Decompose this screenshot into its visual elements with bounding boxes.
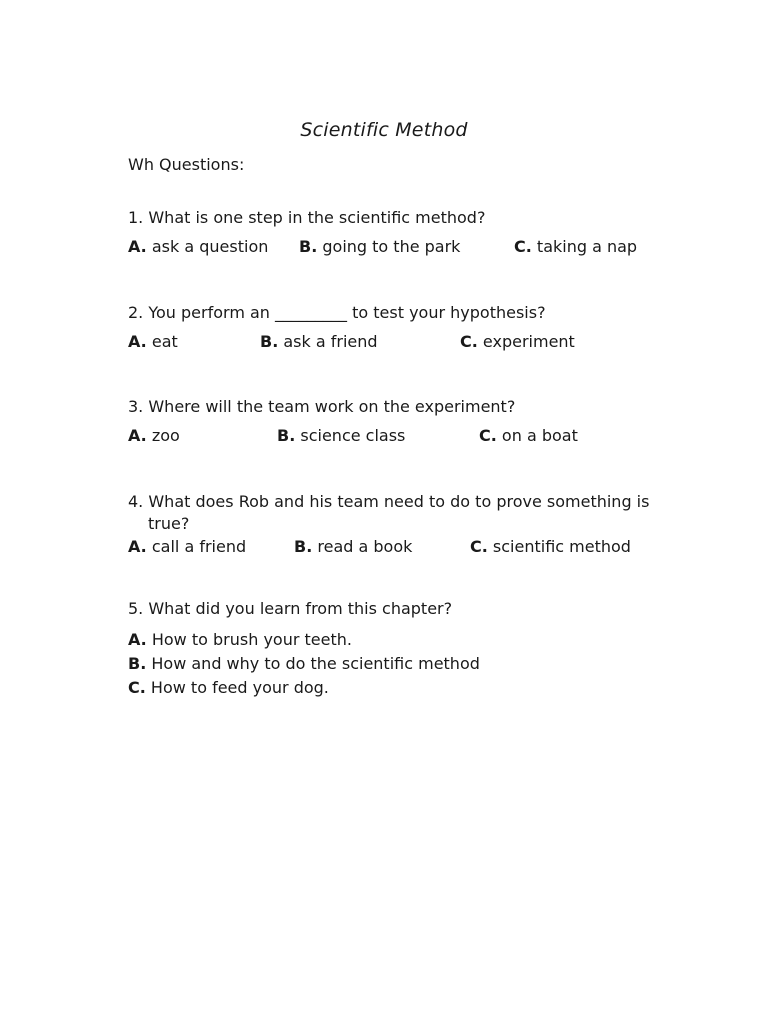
answer-letter: C. <box>479 426 497 445</box>
question-4 <box>128 491 688 559</box>
question-4-text <box>128 491 688 513</box>
answer-text: ask a question <box>151 237 269 256</box>
answer-text: How and why to do the scientific method <box>151 654 480 673</box>
answer-letter: C. <box>460 332 478 351</box>
answer-option-c <box>514 237 637 256</box>
answer-option-c <box>479 426 578 445</box>
answer-option-b <box>277 426 405 445</box>
question-number: 2. <box>128 303 144 322</box>
answer-letter: B. <box>260 332 279 351</box>
answer-letter: A. <box>128 426 147 445</box>
question-prompt: What is one step in the scientific method? <box>148 208 486 227</box>
answer-option-c <box>128 676 668 700</box>
answer-letter: A. <box>128 630 147 649</box>
question-prompt: Where will the team work on the experiment? <box>148 397 516 416</box>
answer-text: scientific method <box>492 537 631 556</box>
question-4-text-continued: true? <box>148 514 190 533</box>
question-1-text <box>128 207 668 229</box>
answer-letter: A. <box>128 537 147 556</box>
answer-text: call a friend <box>151 537 247 556</box>
answer-text: science class <box>300 426 406 445</box>
answer-option-b <box>294 537 412 556</box>
answer-letter: B. <box>299 237 318 256</box>
question-number: 3. <box>128 397 144 416</box>
question-5 <box>128 598 668 700</box>
answer-option-b <box>128 652 668 676</box>
answer-option-a <box>128 332 178 351</box>
question-number: 1. <box>128 208 144 227</box>
answer-letter: A. <box>128 237 147 256</box>
question-number: 5. <box>128 599 144 618</box>
answer-option-b <box>260 332 378 351</box>
answer-letter: B. <box>128 654 147 673</box>
question-5-text <box>128 598 668 620</box>
answer-row <box>128 237 668 259</box>
question-3-text <box>128 396 668 418</box>
answer-row <box>128 332 668 354</box>
answer-option-c <box>460 332 575 351</box>
answer-letter: C. <box>128 678 146 697</box>
answer-row <box>128 537 688 559</box>
question-2 <box>128 302 668 354</box>
page-title: Scientific Method <box>300 119 468 141</box>
answer-option-a <box>128 237 268 256</box>
question-prompt: What did you learn from this chapter? <box>148 599 453 618</box>
answer-list <box>128 628 668 700</box>
answer-text: going to the park <box>322 237 461 256</box>
answer-text: How to feed your dog. <box>150 678 329 697</box>
question-prompt: You perform an _________ to test your hypothesis? <box>148 303 546 322</box>
answer-option-a <box>128 628 668 652</box>
answer-letter: A. <box>128 332 147 351</box>
answer-option-a <box>128 426 180 445</box>
answer-text: eat <box>151 332 178 351</box>
section-subtitle: Wh Questions: <box>128 155 245 174</box>
answer-text: experiment <box>482 332 575 351</box>
question-prompt: What does Rob and his team need to do to prove something is <box>148 492 650 511</box>
answer-letter: B. <box>294 537 313 556</box>
answer-text: on a boat <box>501 426 578 445</box>
answer-text: taking a nap <box>536 237 638 256</box>
question-1 <box>128 207 668 259</box>
question-3 <box>128 396 668 448</box>
answer-option-c <box>470 537 631 556</box>
answer-letter: C. <box>470 537 488 556</box>
answer-option-a <box>128 537 246 556</box>
answer-letter: B. <box>277 426 296 445</box>
answer-text: ask a friend <box>283 332 378 351</box>
answer-letter: C. <box>514 237 532 256</box>
answer-text: zoo <box>151 426 180 445</box>
answer-row <box>128 426 668 448</box>
answer-option-b <box>299 237 460 256</box>
answer-text: How to brush your teeth. <box>151 630 352 649</box>
answer-text: read a book <box>317 537 413 556</box>
question-2-text <box>128 302 668 324</box>
question-number: 4. <box>128 492 144 511</box>
